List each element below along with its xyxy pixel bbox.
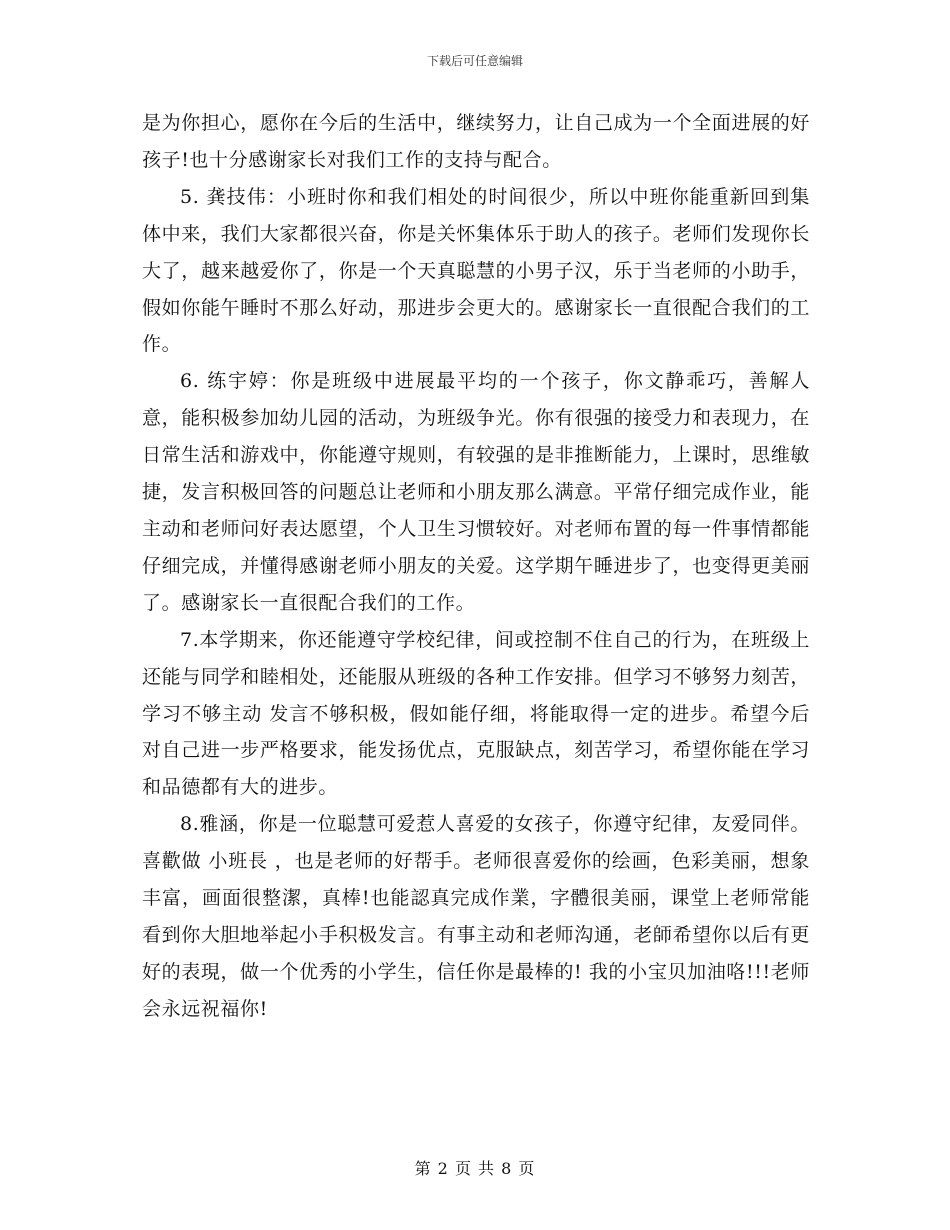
paragraph-item-7: 7.本学期来，你还能遵守学校纪律，间或控制不住自己的行为，在班级上还能与同学和睦相处，还能服从班级的各种工作安排。但学习不够努力刻苦，学习不够主动 发言不够积极，假如能仔细，将能取得一定的进步。希望今后对自己进一步严格要求，能发扬优点，克服缺点，刻苦学习，希望你能在学习和品德都有大的进步。 bbox=[142, 628, 810, 799]
paragraph-continuation: 是为你担心，愿你在今后的生活中，继续努力，让自己成为一个全面进展的好孩子!也十分感谢家长对我们工作的支持与配合。 bbox=[142, 112, 810, 171]
paragraph-item-8: 8.雅涵，你是一位聪慧可爱惹人喜爱的女孩子，你遵守纪律，友爱同伴。喜歡做 小班長 ，也是老师的好帮手。老师很喜爱你的绘画，色彩美丽，想象丰富，画面很整潔，真棒!也能認真完成作業，字體很美丽，课堂上老师常能看到你大胆地举起小手积极发言。有事主动和老师沟通，老師希望你以后有更好的表現，做一个优秀的小学生，信任你是最棒的! 我的小宝贝加油咯!!!老师会永远祝福你! bbox=[142, 813, 810, 1020]
document-body bbox=[142, 105, 810, 1028]
paragraph-item-6: 6. 练宇婷：你是班级中进展最平均的一个孩子，你文静乖巧，善解人意，能积极参加幼儿园的活动，为班级争光。你有很强的接受力和表现力，在日常生活和游戏中，你能遵守规则，有较强的是非推断能力，上课时，思维敏捷，发言积极回答的问题总让老师和小朋友那么满意。平常仔细完成作业，能主动和老师问好表达愿望，个人卫生习惯较好。对老师布置的每一件事情都能仔细完成，并懂得感谢老师小朋友的关爱。这学期午睡进步了，也变得更美丽了。感谢家长一直很配合我们的工作。 bbox=[142, 370, 810, 614]
paragraph-item-5: 5. 龚技伟：小班时你和我们相处的时间很少，所以中班你能重新回到集体中来，我们大家都很兴奋，你是关怀集体乐于助人的孩子。老师们发现你长大了，越来越爱你了，你是一个天真聪慧的小男子汉，乐于当老师的小助手，假如你能午睡时不那么好动，那进步会更大的。感谢家长一直很配合我们的工作。 bbox=[142, 185, 810, 356]
page-header: 下载后可任意编辑 bbox=[426, 54, 523, 68]
page-number-footer: 第 2 页 共 8 页 bbox=[414, 1159, 536, 1178]
